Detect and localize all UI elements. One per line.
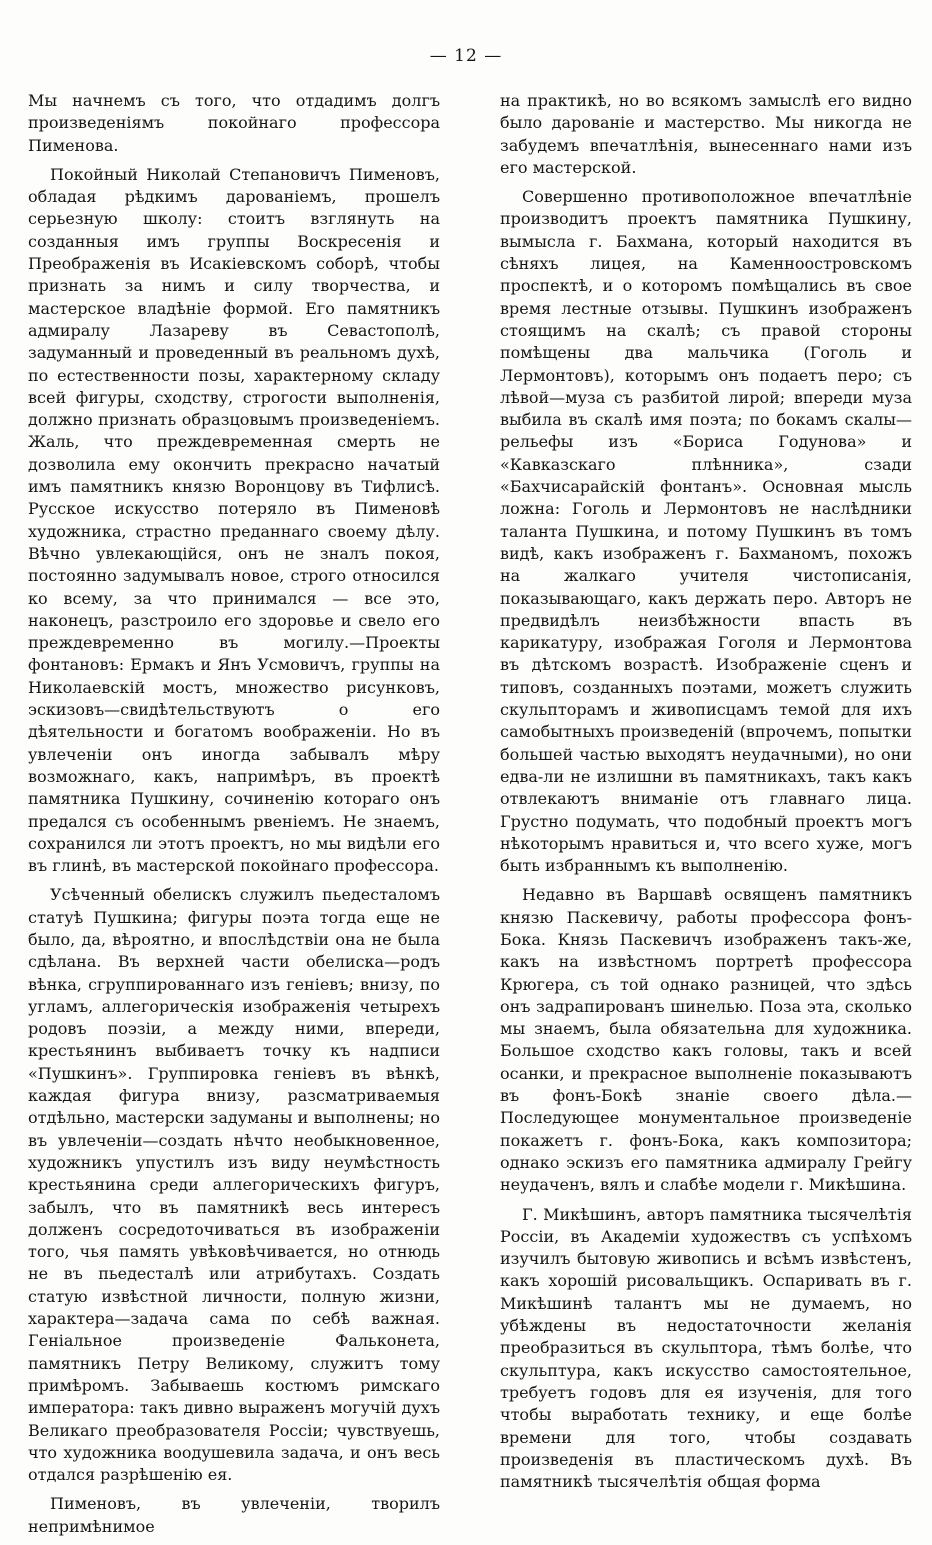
paragraph: Недавно въ Варшавѣ освященъ памятникъ князю Паскевичу, работы профессора фонъ-Бока. Князь Паскевичъ изображенъ такъ-же, какъ на извѣстномъ портретѣ профессора Крюгера, съ той однако разницей, что здѣсь онъ задрапированъ шинелью. Поза эта, сколько мы знаемъ, была обязательна для художника. Большое сходство какъ головы, такъ и всей осанки, и прекрасное выполненіе показываютъ въ фонъ-Бокѣ знаніе своего дѣла.—Последующее монументальное произведеніе покажетъ г. фонъ-Бока, какъ композитора; однако эскизъ его памятника адмиралу Грейгу неудаченъ, вялъ и слабѣе модели г. Микѣшина.: [500, 885, 912, 1195]
left-column: [28, 90, 440, 1545]
paragraph: Покойный Николай Степановичъ Пименовъ, обладая рѣдкимъ дарованіемъ, прошелъ серьезную школу: стоитъ взглянуть на созданныя имъ группы Воскресенія и Преображенія въ Исакіевскомъ соборѣ, чтобы признать за нимъ и силу творчества, и мастерское владѣніе формой. Его памятникъ адмиралу Лазареву въ Севастополѣ, задуманный и проведенный въ реальномъ духѣ, по естественности позы, характерному складу всей фигуры, сходству, строгости выполненія, должно признать образцовымъ произведеніемъ. Жаль, что преждевременная смерть не дозволила ему окончить прекрасно начатый имъ памятникъ князю Воронцову въ Тифлисѣ. Русское искусство потеряло въ Пименовѣ художника, страстно преданнаго своему дѣлу. Вѣчно увлекающійся, онъ не зналъ покоя, постоянно задумывалъ новое, строго относился ко всему, за что принимался — все это, наконецъ, разстроило его здоровье и свело его преждевременно въ могилу.—Проекты фонтановъ: Ермакъ и Янъ Усмовичъ, группы на Николаевскій мостъ, множество рисунковъ, эскизовъ—свидѣтельствуютъ о его дѣятельности и богатомъ воображеніи. Но въ увлеченіи онъ иногда забывалъ мѣру возможнаго, какъ, напримѣръ, въ проектѣ памятника Пушкину, сочиненію котораго онъ предался съ особеннымъ рвеніемъ. Не знаемъ, сохранился ли этотъ проектъ, но мы видѣли его въ глинѣ, въ мастерской покойнаго профессора.: [28, 164, 440, 876]
paragraph: Совершенно противоположное впечатлѣніе производитъ проектъ памятника Пушкину, вымысла г. Бахмана, который находится въ сѣняхъ лицея, на Каменноостровскомъ проспектѣ, и о которомъ помѣщались въ свое время лестные отзывы. Пушкинъ изображенъ стоящимъ на скалѣ; съ правой стороны помѣщены два мальчика (Гоголь и Лермонтовъ), которымъ онъ подаетъ перо; съ лѣвой—муза съ разбитой лирой; впереди муза выбила въ скалѣ имя поэта; по бокамъ скалы—рельефы изъ «Бориса Годунова» и «Кавказскаго плѣнника», сзади «Бахчисарайскій фонтанъ». Основная мысль ложна: Гоголь и Лермонтовъ не наслѣдники таланта Пушкина, и потому Пушкинъ въ томъ видѣ, какъ изображенъ г. Бахманомъ, похожъ на жалкаго учителя чистописанія, показывающаго, какъ держать перо. Авторъ не предвидѣлъ неизбѣжности впасть въ карикатуру, изображая Гоголя и Лермонтова въ дѣтскомъ возрастѣ. Изображеніе сценъ и типовъ, созданныхъ поэтами, можетъ служить скульпторамъ и живописцамъ темой для ихъ самобытныхъ произведеній (впрочемъ, попытки большей частью выходятъ неудачными), но они едва-ли не излишни въ памятникахъ, такъ какъ отвлекаютъ вниманіе отъ главнаго лица. Грустно подумать, что подобный проектъ могъ нѣкоторымъ нравиться и, что всего хуже, могъ быть избраннымъ къ выполненію.: [500, 187, 912, 876]
paragraph: Г. Микѣшинъ, авторъ памятника тысячелѣтія Россіи, въ Академіи художествъ съ успѣхомъ изучилъ бытовую живопись и всѣмъ извѣстенъ, какъ хорошій рисовальщикъ. Оспаривать въ г. Микѣшинѣ талантъ мы не думаемъ, но убѣждены въ недостаточности желанія преобразиться въ скульптора, тѣмъ болѣе, что скульптура, какъ искусство самостоятельное, требуетъ годовъ для ея изученія, для того чтобы выработать технику, и еще болѣе времени для того, чтобы создавать произведенія въ пластическомъ духѣ. Въ памятникѣ тысячелѣтія общая форма: [500, 1204, 912, 1492]
page-number: — 12 —: [429, 46, 503, 66]
paragraph: Пименовъ, въ увлеченіи, творилъ непримѣнимое: [28, 1494, 440, 1536]
paragraph: на практикѣ, но во всякомъ замыслѣ его видно было дарованіе и мастерство. Мы никогда не забудемъ впечатлѣнія, вынесеннаго нами изъ его мастерской.: [500, 91, 912, 177]
right-column: [500, 90, 912, 1500]
paragraph: Мы начнемъ съ того, что отдадимъ долгъ произведеніямъ покойнаго профессора Пименова.: [28, 91, 440, 155]
paragraph: Усѣченный обелискъ служилъ пьедесталомъ статуѣ Пушкина; фигуры поэта тогда еще не было, да, вѣроятно, и впослѣдствіи она не была сдѣлана. Въ верхней части обелиска—родъ вѣнка, сгруппированнаго изъ геніевъ; внизу, по угламъ, аллегорическія изображенія четырехъ родовъ поэзіи, а между ними, впереди, крестьянинъ выбиваетъ точку къ надписи «Пушкинъ». Группировка геніевъ въ вѣнкѣ, каждая фигура внизу, разсматриваемыя отдѣльно, мастерски задуманы и выполнены; но въ увлеченіи—создать нѣчто необыкновенное, художникъ упустилъ изъ виду неумѣстность крестьянина среди аллегорическихъ фигуръ, забылъ, что въ памятникѣ весь интересъ долженъ сосредоточиваться въ изображеніи того, чья память увѣковѣчивается, но отнюдь не въ пьедесталѣ или атрибутахъ. Создать статую извѣстной личности, полную жизни, характера—задача сама по себѣ важная. Геніальное произведеніе Фальконета, памятникъ Петру Великому, служитъ тому примѣромъ. Забываешь костюмъ римскаго императора: такъ дивно выраженъ могучій духъ Великаго преобразователя Россіи; чувствуешь, что художника воодушевила задача, и онъ весь отдался разрѣшенію ея.: [28, 885, 440, 1485]
